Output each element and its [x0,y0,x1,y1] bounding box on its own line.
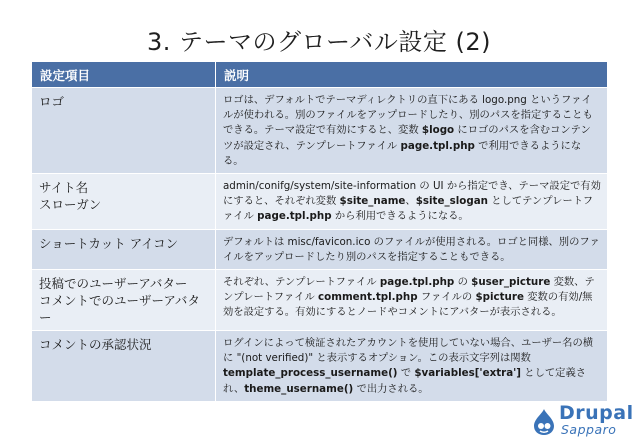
setting-item-cell: サイト名 スローガン [32,174,216,230]
slide-title: 3. テーマのグローバル設定 (2) [147,28,491,56]
setting-item-cell: ロゴ [32,88,216,174]
code-identifier: theme_username() [244,382,354,395]
code-identifier: $logo [421,124,455,137]
setting-item-cell: コメントの承認状況 [32,331,216,402]
setting-item-cell: ショートカット アイコン [32,229,216,269]
table-header-row [32,62,608,88]
setting-description-cell: デフォルトは misc/favicon.ico のファイルが使用される。ロゴと同様、別のファイルをアップロードしたり別のパスを指定することもできる。 [216,229,608,269]
table-row [32,270,608,331]
table-row [32,88,608,174]
setting-description-cell: ロゴは、デフォルトでテーマディレクトリの直下にある logo.png というファイルが使われる。別のファイルをアップロードしたり、別のパスを指定することもできる。テーマ設定で有効にすると、変数 $logo にロゴのパスを含むコンテンツが設定され、テンプレートファイル page.tpl.php で利用できるようになる。 [216,88,608,174]
code-identifier: $user_picture [471,276,551,289]
setting-description-cell: それぞれ、テンプレートファイル page.tpl.php の $user_picture 変数、テンプレートファイル comment.tpl.php ファイルの $picture 変数の有効/無効を設定する。有効にするとノードやコメントにアバターが表示される。 [216,270,608,331]
table-body [32,88,608,402]
table-row [32,229,608,269]
setting-description-cell: admin/conifg/system/site-information の UI から指定でき、テーマ設定で有効にすると、それぞれ変数 $site_name、$site_slogan としてテンプレートファイル page.tpl.php から利用できるようになる。 [216,174,608,230]
code-identifier: page.tpl.php [257,210,332,223]
table-row [32,331,608,402]
settings-table [31,61,608,402]
code-identifier: template_process_username() [223,367,398,380]
code-identifier: page.tpl.php [379,276,455,289]
code-identifier: $variables['extra'] [414,367,522,380]
setting-item-cell: 投稿でのユーザーアバター コメントでのユーザーアバター [32,270,216,331]
code-identifier: page.tpl.php [400,139,475,152]
code-identifier: $site_slogan [415,195,488,208]
setting-description-cell: ログインによって検証されたアカウントを使用していない場合、ユーザー名の横に "(not verified)" と表示するオプション。この表示文字列は関数 template_process_username() で $variables['extra'] として定義され、theme_username() で出力される。 [216,331,608,402]
drupal-drop-icon [532,408,556,436]
header-description: 説明 [216,62,608,88]
code-identifier: $site_name [339,195,406,208]
drupal-sapporo-logo [532,402,634,438]
code-identifier: comment.tpl.php [318,291,418,304]
table-row [32,174,608,230]
logo-text-drupal: Drupal [559,402,634,424]
header-setting-item: 設定項目 [32,62,216,88]
logo-text-sapparo: Sapparo [561,422,617,437]
code-identifier: $picture [475,291,524,304]
